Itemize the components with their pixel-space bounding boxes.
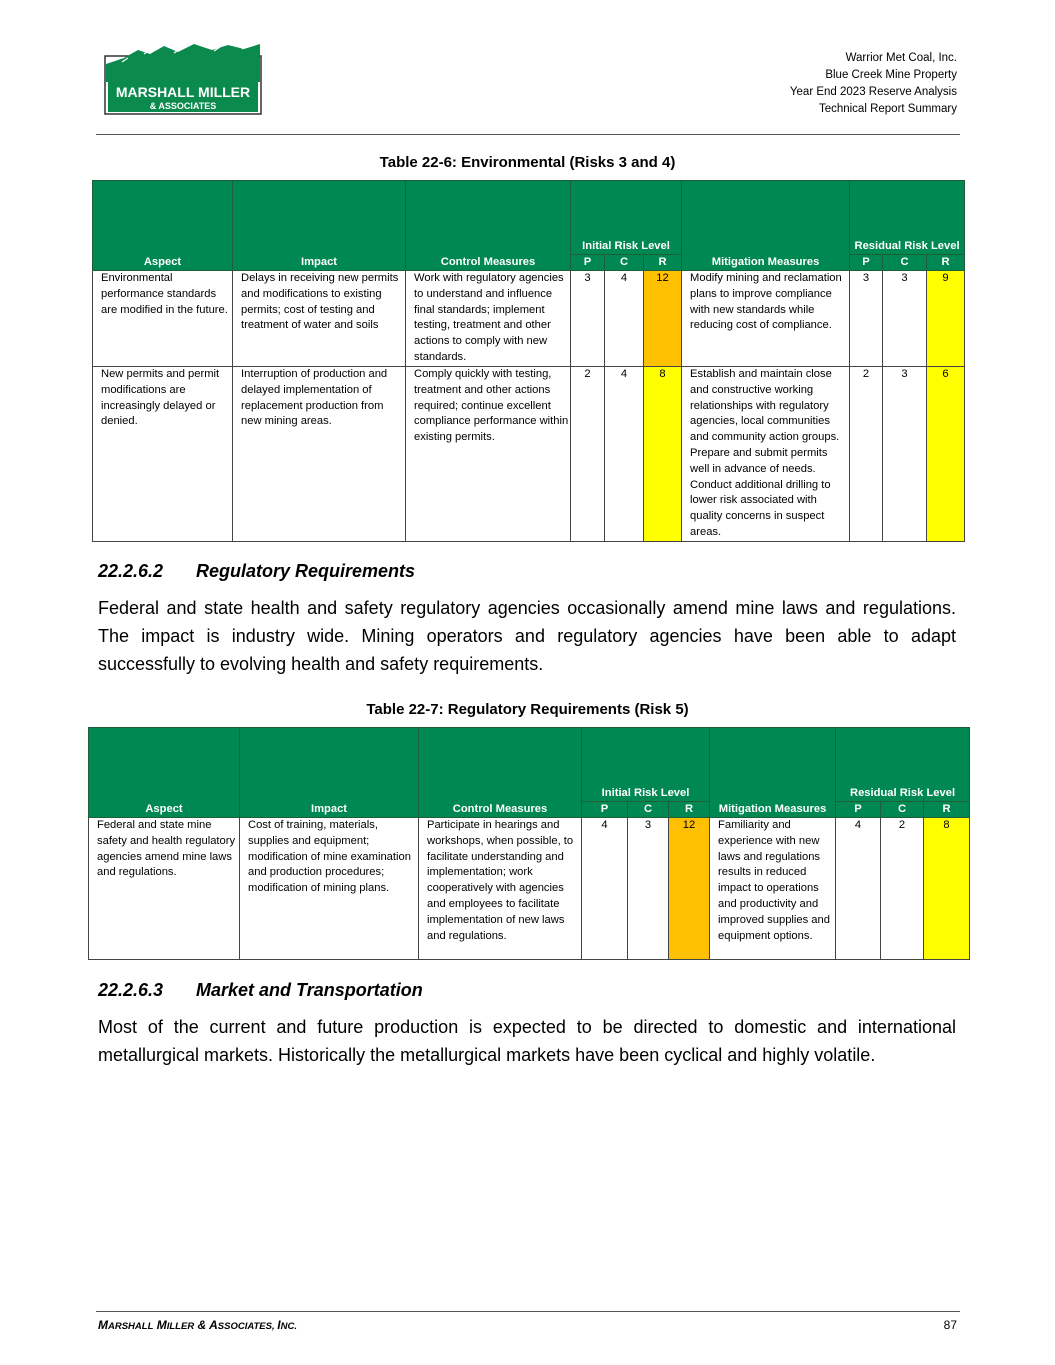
cell-control: Comply quickly with testing, treatment and other actions required; continue excellent compliance performance within existing permits. bbox=[406, 367, 571, 542]
footer-company-part: M bbox=[98, 1318, 108, 1332]
cell-initial-c: 4 bbox=[605, 367, 644, 542]
section-title: Regulatory Requirements bbox=[196, 561, 416, 581]
table1-caption: Table 22-6: Environmental (Risks 3 and 4) bbox=[379, 154, 676, 171]
cell-residual-p: 2 bbox=[850, 367, 883, 542]
footer-company-part: SSOCIATES bbox=[217, 1321, 272, 1332]
market-paragraph: Most of the current and future production is expected to be directed to domestic and international metallurgical markets. Historically the metallurgical markets have been cyclical and highly volatile. bbox=[98, 1017, 956, 1065]
cell-residual-p: 4 bbox=[836, 818, 881, 960]
cell-aspect: Federal and state mine safety and health regulatory agencies amend mine laws and regulations. bbox=[89, 818, 240, 960]
footer-company-part: NC. bbox=[280, 1321, 297, 1332]
footer-company-part: A bbox=[209, 1318, 218, 1332]
logo-text-main: MARSHALL MILLER bbox=[115, 84, 251, 100]
header-aspect: Aspect bbox=[93, 181, 233, 271]
cell-control: Participate in hearings and workshops, when possible, to facilitate understanding and implementation; work cooperatively with agencies and employees to facilitate implementation of new laws and regulations. bbox=[419, 818, 582, 960]
cell-impact: Interruption of production and delayed implementation of replacement production from new mining areas. bbox=[233, 367, 406, 542]
cell-initial-r: 8 bbox=[644, 367, 682, 542]
header-initial-p: P bbox=[571, 255, 605, 271]
cell-impact: Delays in receiving new permits and modifications to existing permits; cost of testing and treatment of water and soils bbox=[233, 271, 406, 367]
cell-initial-c: 3 bbox=[628, 818, 669, 960]
footer-divider bbox=[96, 1311, 960, 1312]
header-property: Blue Creek Mine Property bbox=[825, 69, 957, 81]
header-initial-r: R bbox=[669, 802, 710, 818]
header-residual-p: P bbox=[850, 255, 883, 271]
cell-aspect: Environmental performance standards are modified in the future. bbox=[93, 271, 233, 367]
header-initial-risk: Initial Risk Level bbox=[582, 728, 710, 802]
header-mitigation: Mitigation Measures bbox=[682, 181, 850, 271]
header-residual-c: C bbox=[881, 802, 924, 818]
footer-company-part: & bbox=[197, 1318, 207, 1332]
cell-initial-r: 12 bbox=[669, 818, 710, 960]
cell-impact: Cost of training, materials, supplies and equipment; modification of mine examination and production procedures; modification of mining plans. bbox=[240, 818, 419, 960]
footer-company-part: ARSHALL bbox=[108, 1321, 154, 1332]
header-residual-risk: Residual Risk Level bbox=[836, 728, 970, 802]
cell-mitigation: Establish and maintain close and constructive working relationships with regulatory agencies, local communities and community action groups. Prepare and submit permits well in advance of needs. Conduct additional drilling to lower risk associated with quality concerns in suspect areas. bbox=[682, 367, 850, 542]
header-residual-risk: Residual Risk Level bbox=[850, 181, 965, 255]
regulatory-paragraph: Federal and state health and safety regulatory agencies occasionally amend mine laws and regulations. The impact is industry wide. Mining operators and regulatory agencies have been able to adapt successfully to evolving health and safety requirements. bbox=[98, 598, 956, 674]
header-initial-r: R bbox=[644, 255, 682, 271]
footer-company: MARSHALL MILLER & ASSOCIATES, INC. bbox=[98, 1318, 297, 1332]
header-mitigation: Mitigation Measures bbox=[710, 728, 836, 818]
table-row bbox=[89, 818, 970, 960]
cell-mitigation: Modify mining and reclamation plans to improve compliance with new standards while reducing cost of compliance. bbox=[682, 271, 850, 367]
footer-company-part: I bbox=[277, 1318, 281, 1332]
table-row bbox=[93, 367, 965, 542]
cell-initial-r: 12 bbox=[644, 271, 682, 367]
company-logo bbox=[104, 42, 262, 116]
report-header bbox=[790, 50, 957, 118]
cell-initial-p: 2 bbox=[571, 367, 605, 542]
table-row bbox=[93, 271, 965, 367]
cell-residual-c: 2 bbox=[881, 818, 924, 960]
page-number: 87 bbox=[943, 1318, 957, 1332]
cell-initial-c: 4 bbox=[605, 271, 644, 367]
header-initial-risk: Initial Risk Level bbox=[571, 181, 682, 255]
header-residual-p: P bbox=[836, 802, 881, 818]
header-control-measures: Control Measures bbox=[419, 728, 582, 818]
cell-control: Work with regulatory agencies to understand and influence final standards; implement testing, treatment and other actions to comply with new standards. bbox=[406, 271, 571, 367]
regulatory-risk-table bbox=[88, 727, 970, 960]
cell-residual-r: 6 bbox=[927, 367, 965, 542]
cell-residual-c: 3 bbox=[883, 271, 927, 367]
header-divider bbox=[96, 134, 960, 135]
footer-company-part: M bbox=[156, 1318, 167, 1332]
header-analysis: Year End 2023 Reserve Analysis bbox=[789, 86, 957, 98]
header-impact: Impact bbox=[240, 728, 419, 818]
cell-residual-c: 3 bbox=[883, 367, 927, 542]
environmental-risk-table bbox=[92, 180, 965, 542]
header-residual-r: R bbox=[927, 255, 965, 271]
table2-caption: Table 22-7: Regulatory Requirements (Risk 5) bbox=[366, 701, 689, 718]
section-title: Market and Transportation bbox=[196, 980, 423, 1000]
cell-residual-r: 9 bbox=[927, 271, 965, 367]
cell-initial-p: 3 bbox=[571, 271, 605, 367]
header-residual-r: R bbox=[924, 802, 970, 818]
header-residual-c: C bbox=[883, 255, 927, 271]
footer-company-part: ILLER bbox=[166, 1321, 195, 1332]
cell-mitigation: Familiarity and experience with new laws and regulations results in reduced impact to operations and productivity and improved supplies and equipment options. bbox=[710, 818, 836, 960]
header-control-measures: Control Measures bbox=[406, 181, 571, 271]
cell-aspect: New permits and permit modifications are increasingly delayed or denied. bbox=[93, 367, 233, 542]
header-company: Warrior Met Coal, Inc. bbox=[845, 52, 957, 64]
header-report-type: Technical Report Summary bbox=[818, 103, 957, 115]
cell-residual-r: 8 bbox=[924, 818, 970, 960]
header-aspect: Aspect bbox=[89, 728, 240, 818]
header-impact: Impact bbox=[233, 181, 406, 271]
header-initial-c: C bbox=[605, 255, 644, 271]
cell-initial-p: 4 bbox=[582, 818, 628, 960]
section-number: 22.2.6.2 bbox=[98, 561, 164, 581]
cell-residual-p: 3 bbox=[850, 271, 883, 367]
section-heading-regulatory bbox=[98, 561, 415, 582]
section-heading-market bbox=[98, 980, 423, 1001]
header-initial-p: P bbox=[582, 802, 628, 818]
logo-text-sub: & ASSOCIATES bbox=[149, 101, 217, 111]
section-number: 22.2.6.3 bbox=[98, 980, 164, 1000]
header-initial-c: C bbox=[628, 802, 669, 818]
